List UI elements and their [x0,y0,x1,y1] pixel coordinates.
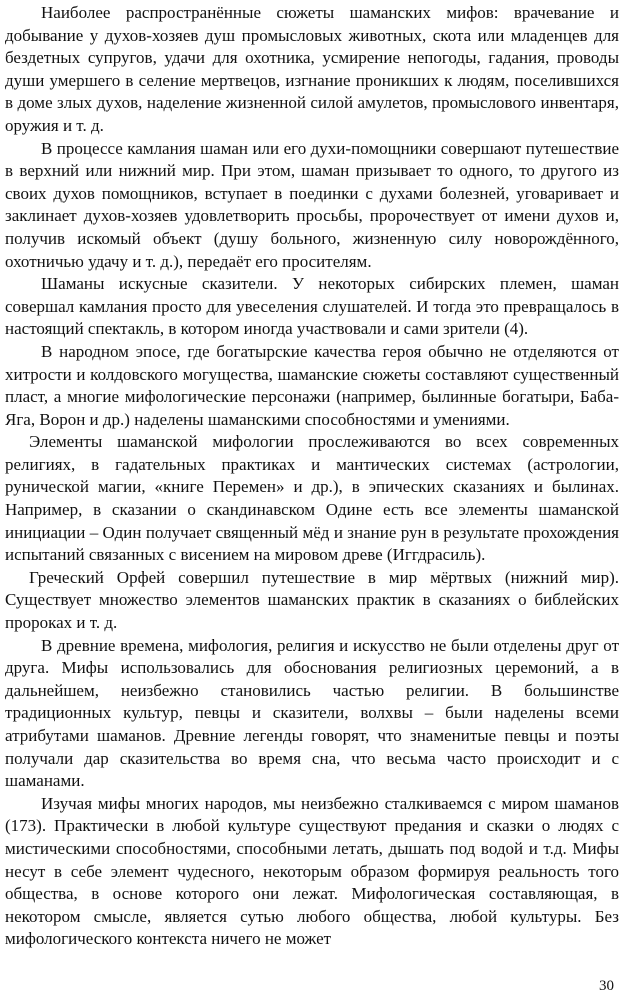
paragraph-studying-myths: Изучая мифы многих народов, мы неизбежно сталкиваемся с миром шаманов (173). Практически в любой культуре существуют предания и сказки о людях с мистическими способностями, способными летать, дышать под водой и т.д. Мифы несут в себе элемент чудесного, некоторым образом формируя реальность того общества, в основе которого они лежат. Мифологическая составляющая, в некотором смысле, является сутью любого общества, любой культуры. Без мифологического контекста ничего не может [5,793,619,949]
paragraph-kamlanie-journey: В процессе камлания шаман или его духи-помощники совершают путешествие в верхний или нижний мир. При этом, шаман призывает то одного, то другого из своих духов помощников, вступает в поединки с духами болезней, уговаривает и заклинает духов-хозяев удовлетворить просьбы, пророчествует от имени духов и, получив искомый объект (душу больного, жизненную силу новорождённого, охотничью удачу и т. д.), передаёт его просителям. [5,138,619,271]
paragraph-folk-epic: В народном эпосе, где богатырские качества героя обычно не отделяются от хитрости и колдовского могущества, шаманские сюжеты составляют существенный пласт, а многие мифологические персонажи (например, былинные богатыри, Баба-Яга, Ворон и др.) наделены шаманскими способностями и умениями. [5,341,619,429]
text-body [5,2,619,951]
paragraph-shamanic-myth-plots: Наиболее распространённые сюжеты шаманских мифов: врачевание и добывание у духов-хозяев душ промысловых животных, скота или младенцев для бездетных супругов, удачи для охотника, усмирение непогоды, гадания, проводы души умершего в селение мертвецов, изгнание проникших к людям, поселившихся в доме злых духов, наделение жизненной силой амулетов, промыслового инвентаря, оружия и т. д. [5,3,619,135]
paragraph-ancient-times: В древние времена, мифология, религия и искусство не были отделены друг от друга. Мифы использовались для обоснования религиозных церемоний, а в дальнейшем, неизбежно становились частью религии. В большинстве традиционных культур, певцы и сказители, волхвы – были наделены всеми атрибутами шаманов. Древние легенды говорят, что знаменитые певцы и поэты получали дар сказительства во время сна, что весьма часто происходит и с шаманами. [5,635,619,791]
paragraph-orpheus: Греческий Орфей совершил путешествие в мир мёртвых (нижний мир). Существует множество элементов шаманских практик в сказаниях о библейских пророках и т. д. [5,567,619,633]
page-number: 30 [599,978,614,994]
paragraph-mythology-elements: Элементы шаманской мифологии прослеживаются во всех современных религиях, в гадательных практиках и мантических системах (астрологии, рунической магии, «книге Перемен» и др.), в эпических сказаниях и былинах. Например, в сказании о скандинавском Одине есть все элементы шаманской инициации – Один получает священный мёд и знание рун в результате прохождения испытаний связанных с висением на мировом древе (Иггдрасиль). [5,432,619,565]
paragraph-shamans-storytellers: Шаманы искусные сказители. У некоторых сибирских племен, шаман совершал камлания просто для увеселения слушателей. И тогда это превращалось в настоящий спектакль, в котором иногда участвовали и сами зрители (4). [5,274,619,339]
